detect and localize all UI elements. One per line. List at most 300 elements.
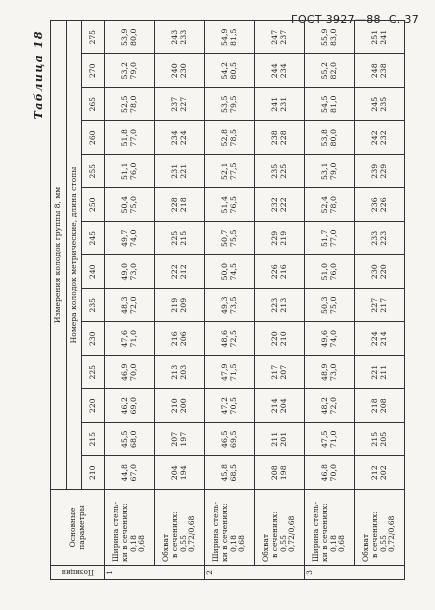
value: 222: [169, 264, 179, 280]
value: 231: [278, 96, 288, 112]
size-header: 255: [82, 155, 105, 189]
value-cell: [155, 88, 205, 122]
value-cell: [355, 188, 405, 222]
value: 210: [278, 331, 288, 347]
value: 237: [169, 96, 179, 112]
parameter-label-line: 0,18: [328, 535, 338, 552]
value: 81,5: [228, 28, 238, 46]
parameter-label-line: Обхват: [261, 533, 271, 562]
value: 75,0: [128, 196, 138, 214]
value-cell: [105, 423, 155, 457]
table-row: [205, 21, 255, 580]
value: 198: [278, 465, 288, 481]
parameter-label-line: Ширина стель-: [311, 501, 321, 562]
value-cell: [105, 289, 155, 323]
value: 229: [378, 163, 388, 179]
value: 51,4: [219, 196, 229, 214]
value-cell: [305, 222, 355, 256]
value: 49,3: [219, 296, 229, 314]
value: 242: [369, 130, 379, 146]
value: 73,5: [228, 296, 238, 314]
value: 234: [169, 130, 179, 146]
value: 50,3: [319, 296, 329, 314]
value-cell: [205, 121, 255, 155]
value-cell: [355, 356, 405, 390]
value: 209: [178, 297, 188, 313]
value: 77,0: [128, 129, 138, 147]
value: 68,0: [128, 430, 138, 448]
value: 202: [378, 465, 388, 481]
value: 74,0: [128, 229, 138, 247]
value: 237: [278, 29, 288, 45]
value: 50,0: [219, 263, 229, 281]
value: 48,9: [319, 363, 329, 381]
value: 46,2: [119, 397, 129, 415]
value-cell: [105, 222, 155, 256]
value-cell: [155, 222, 205, 256]
value-cell: [255, 389, 305, 423]
measurements-table: [50, 20, 405, 580]
value: 52,1: [219, 162, 229, 180]
value: 207: [169, 431, 179, 447]
value: 241: [269, 96, 279, 112]
value: 226: [269, 264, 279, 280]
value-cell: [205, 322, 255, 356]
value: 46,8: [319, 464, 329, 482]
parameter-label-line: 0,68: [137, 535, 147, 552]
parameter-label-line: Обхват: [161, 533, 171, 562]
value: 227: [178, 96, 188, 112]
value: 51,0: [319, 263, 329, 281]
position-column-header: Позиция: [51, 566, 105, 580]
value: 76,0: [128, 162, 138, 180]
value: 80,0: [128, 28, 138, 46]
value: 77,5: [228, 162, 238, 180]
value-cell: [355, 289, 405, 323]
value-cell: [255, 155, 305, 189]
value-cell: [355, 222, 405, 256]
position-number: 3: [305, 566, 405, 580]
value-cell: [105, 356, 155, 390]
value: 45,5: [119, 430, 129, 448]
value: 51,8: [119, 129, 129, 147]
value: 233: [369, 230, 379, 246]
parameter-label-line: ки в сечениях:: [319, 503, 329, 562]
value: 48,2: [319, 397, 329, 415]
table-row: [305, 21, 355, 580]
value-cell: [155, 54, 205, 88]
value: 76,5: [228, 196, 238, 214]
size-header: 235: [82, 289, 105, 323]
value-cell: [155, 456, 205, 490]
header-row-group: [51, 21, 67, 580]
value: 213: [169, 364, 179, 380]
value-cell: [255, 322, 305, 356]
value: 215: [369, 431, 379, 447]
value-cell: [305, 389, 355, 423]
value: 231: [169, 163, 179, 179]
parameter-label-line: в сечениях:: [269, 511, 279, 558]
value-cell: [355, 54, 405, 88]
value: 213: [278, 297, 288, 313]
value-cell: [205, 456, 255, 490]
value: 212: [369, 465, 379, 481]
value: 68,5: [228, 464, 238, 482]
value-cell: [155, 21, 205, 55]
value: 217: [378, 297, 388, 313]
value: 219: [169, 297, 179, 313]
value: 227: [369, 297, 379, 313]
value-cell: [305, 322, 355, 356]
value: 208: [378, 398, 388, 414]
value: 208: [269, 465, 279, 481]
value-cell: [205, 423, 255, 457]
value: 241: [378, 29, 388, 45]
value-cell: [105, 255, 155, 289]
value-cell: [255, 456, 305, 490]
value-cell: [255, 222, 305, 256]
value: 232: [378, 130, 388, 146]
value: 230: [178, 63, 188, 79]
value: 218: [369, 398, 379, 414]
value: 83,0: [328, 28, 338, 46]
value: 239: [369, 163, 379, 179]
value: 228: [169, 197, 179, 213]
parameter-label-line: 0,55: [278, 535, 288, 552]
value: 206: [178, 331, 188, 347]
value: 47,5: [319, 430, 329, 448]
value-cell: [105, 389, 155, 423]
value-cell: [105, 155, 155, 189]
value: 214: [269, 398, 279, 414]
value: 235: [378, 96, 388, 112]
value: 79,0: [128, 62, 138, 80]
size-header: 275: [82, 21, 105, 55]
size-header: 220: [82, 389, 105, 423]
parameter-label-line: ки в сечениях:: [219, 503, 229, 562]
value-cell: [205, 289, 255, 323]
value-cell: [255, 121, 305, 155]
value: 243: [169, 29, 179, 45]
value: 226: [378, 197, 388, 213]
value: 69,0: [128, 397, 138, 415]
value-cell: [355, 155, 405, 189]
value-cell: [205, 21, 255, 55]
value-cell: [105, 121, 155, 155]
value: 52,4: [319, 196, 329, 214]
value: 69,5: [228, 430, 238, 448]
value: 224: [369, 331, 379, 347]
value: 216: [169, 331, 179, 347]
value-cell: [255, 289, 305, 323]
value: 46,9: [119, 363, 129, 381]
value: 77,0: [328, 229, 338, 247]
parameter-label-line: 0,68: [237, 535, 247, 552]
value: 203: [178, 364, 188, 380]
value: 71,0: [128, 330, 138, 348]
value: 234: [278, 63, 288, 79]
value: 233: [178, 29, 188, 45]
value-cell: [105, 188, 155, 222]
value-cell: [155, 356, 205, 390]
value: 219: [278, 230, 288, 246]
value: 216: [278, 264, 288, 280]
parameter-label-line: 0,72/0,68: [187, 515, 197, 552]
value: 80,0: [328, 129, 338, 147]
value: 44,8: [119, 464, 129, 482]
value-cell: [305, 188, 355, 222]
value: 236: [369, 197, 379, 213]
value: 201: [278, 431, 288, 447]
value: 238: [378, 63, 388, 79]
size-header: 250: [82, 188, 105, 222]
value: 225: [278, 163, 288, 179]
value: 214: [378, 331, 388, 347]
parameter-label-line: 0,68: [337, 535, 347, 552]
value: 74,0: [328, 330, 338, 348]
value-cell: [255, 423, 305, 457]
value: 47,2: [219, 397, 229, 415]
parameters-column-header: Основные параметры: [51, 490, 105, 566]
value-cell: [305, 155, 355, 189]
value: 67,0: [128, 464, 138, 482]
value-cell: [205, 222, 255, 256]
value: 215: [178, 230, 188, 246]
value-cell: [105, 456, 155, 490]
value: 211: [378, 364, 388, 380]
value-cell: [355, 322, 405, 356]
value-cell: [255, 88, 305, 122]
value: 248: [369, 63, 379, 79]
standard-number: ГОСТ 3927—88: [290, 13, 381, 26]
value: 72,0: [128, 296, 138, 314]
value: 70,5: [228, 397, 238, 415]
value: 46,5: [219, 430, 229, 448]
value: 245: [369, 96, 379, 112]
value-cell: [305, 456, 355, 490]
size-header: 215: [82, 423, 105, 457]
value-cell: [205, 188, 255, 222]
subgroup-header: Номера колодок метрические, длина стопы: [67, 21, 82, 490]
value: 54,5: [319, 95, 329, 113]
value-cell: [155, 155, 205, 189]
value-cell: [305, 21, 355, 55]
size-header: 225: [82, 356, 105, 390]
value-cell: [155, 188, 205, 222]
table-row: [105, 21, 155, 580]
value-cell: [255, 356, 305, 390]
value: 73,0: [128, 263, 138, 281]
parameter-label-line: 0,55: [178, 535, 188, 552]
value: 79,5: [228, 95, 238, 113]
value: 212: [178, 264, 188, 280]
table-title: Таблица 18: [32, 30, 45, 120]
value: 50,4: [119, 196, 129, 214]
value: 47,6: [119, 330, 129, 348]
value: 51,7: [319, 229, 329, 247]
group-header: Измерения колодок группы 8, мм: [51, 21, 67, 490]
value: 74,5: [228, 263, 238, 281]
value: 75,0: [328, 296, 338, 314]
value: 200: [178, 398, 188, 414]
value-cell: [305, 121, 355, 155]
value-cell: [105, 21, 155, 55]
parameter-label-line: Ширина стель-: [211, 501, 221, 562]
value: 52,5: [119, 95, 129, 113]
value: 78,5: [228, 129, 238, 147]
value-cell: [155, 322, 205, 356]
value: 247: [269, 29, 279, 45]
size-header: 265: [82, 88, 105, 122]
value: 81,0: [328, 95, 338, 113]
value: 224: [178, 130, 188, 146]
value-cell: [355, 21, 405, 55]
value: 48,6: [219, 330, 229, 348]
value-cell: [305, 88, 355, 122]
parameter-label-line: 0,72/0,68: [387, 515, 397, 552]
value-cell: [205, 389, 255, 423]
value-cell: [255, 21, 305, 55]
value-cell: [205, 356, 255, 390]
value-cell: [355, 121, 405, 155]
value: 71,5: [228, 363, 238, 381]
parameter-label: [205, 490, 255, 566]
value: 47,9: [219, 363, 229, 381]
parameter-label-line: в сечениях:: [369, 511, 379, 558]
value: 54,9: [219, 28, 229, 46]
parameter-label-line: 0,18: [228, 535, 238, 552]
value: 229: [269, 230, 279, 246]
parameter-label-line: 0,55: [378, 535, 388, 552]
value: 51,1: [119, 162, 129, 180]
value: 55,2: [319, 62, 329, 80]
value: 217: [269, 364, 279, 380]
position-number: 1: [105, 566, 205, 580]
size-header: 240: [82, 255, 105, 289]
value: 79,0: [328, 162, 338, 180]
parameter-label: [355, 490, 405, 566]
value: 207: [278, 364, 288, 380]
value: 54,2: [219, 62, 229, 80]
value: 194: [178, 465, 188, 481]
value: 78,0: [328, 196, 338, 214]
value-cell: [305, 255, 355, 289]
value-cell: [355, 88, 405, 122]
parameter-label: [105, 490, 155, 566]
value: 71,0: [328, 430, 338, 448]
position-number: 2: [205, 566, 305, 580]
value: 48,3: [119, 296, 129, 314]
value: 221: [178, 163, 188, 179]
value: 70,0: [328, 464, 338, 482]
value: 228: [278, 130, 288, 146]
size-header: 210: [82, 456, 105, 490]
value: 80,5: [228, 62, 238, 80]
value: 223: [378, 230, 388, 246]
parameter-label-line: в сечениях:: [169, 511, 179, 558]
size-header: 230: [82, 322, 105, 356]
value: 82,0: [328, 62, 338, 80]
value: 49,6: [319, 330, 329, 348]
value: 220: [269, 331, 279, 347]
value-cell: [255, 188, 305, 222]
value: 218: [178, 197, 188, 213]
value: 210: [169, 398, 179, 414]
value: 55,9: [319, 28, 329, 46]
value-cell: [205, 255, 255, 289]
rotated-table-area: [28, 20, 408, 580]
value: 72,5: [228, 330, 238, 348]
value-cell: [205, 155, 255, 189]
value: 49,0: [119, 263, 129, 281]
value: 211: [269, 431, 279, 447]
value: 197: [178, 431, 188, 447]
value: 78,0: [128, 95, 138, 113]
parameter-label-line: ки в сечениях:: [119, 503, 129, 562]
value: 53,5: [219, 95, 229, 113]
value: 204: [169, 465, 179, 481]
size-header: 245: [82, 222, 105, 256]
parameter-label-line: 0,18: [128, 535, 138, 552]
value-cell: [155, 121, 205, 155]
size-header: 270: [82, 54, 105, 88]
value: 72,0: [328, 397, 338, 415]
value-cell: [105, 54, 155, 88]
value: 53,9: [119, 28, 129, 46]
value-cell: [355, 456, 405, 490]
value-cell: [105, 322, 155, 356]
value-cell: [305, 356, 355, 390]
value-cell: [305, 54, 355, 88]
value: 45,8: [219, 464, 229, 482]
value-cell: [355, 423, 405, 457]
value: 53,8: [319, 129, 329, 147]
value: 204: [278, 398, 288, 414]
value: 223: [269, 297, 279, 313]
value: 225: [169, 230, 179, 246]
value-cell: [305, 423, 355, 457]
size-header: 260: [82, 121, 105, 155]
value: 75,5: [228, 229, 238, 247]
value: 222: [278, 197, 288, 213]
parameter-label: [155, 490, 205, 566]
value: 49,7: [119, 229, 129, 247]
value: 240: [169, 63, 179, 79]
value-cell: [305, 289, 355, 323]
parameter-label: [255, 490, 305, 566]
value: 220: [378, 264, 388, 280]
value-cell: [155, 423, 205, 457]
value-cell: [355, 255, 405, 289]
value-cell: [155, 389, 205, 423]
value: 53,1: [319, 162, 329, 180]
value-cell: [205, 88, 255, 122]
page-number: С. 37: [388, 13, 419, 26]
parameter-label-line: Ширина стель-: [111, 501, 121, 562]
value-cell: [255, 255, 305, 289]
value-cell: [255, 54, 305, 88]
value-cell: [205, 54, 255, 88]
value: 244: [269, 63, 279, 79]
value: 70,0: [128, 363, 138, 381]
value: 221: [369, 364, 379, 380]
parameter-label-line: 0,72/0,68: [287, 515, 297, 552]
value: 50,7: [219, 229, 229, 247]
value: 53,2: [119, 62, 129, 80]
value: 76,0: [328, 263, 338, 281]
table-row: [155, 21, 205, 580]
parameter-label-line: Обхват: [361, 533, 371, 562]
